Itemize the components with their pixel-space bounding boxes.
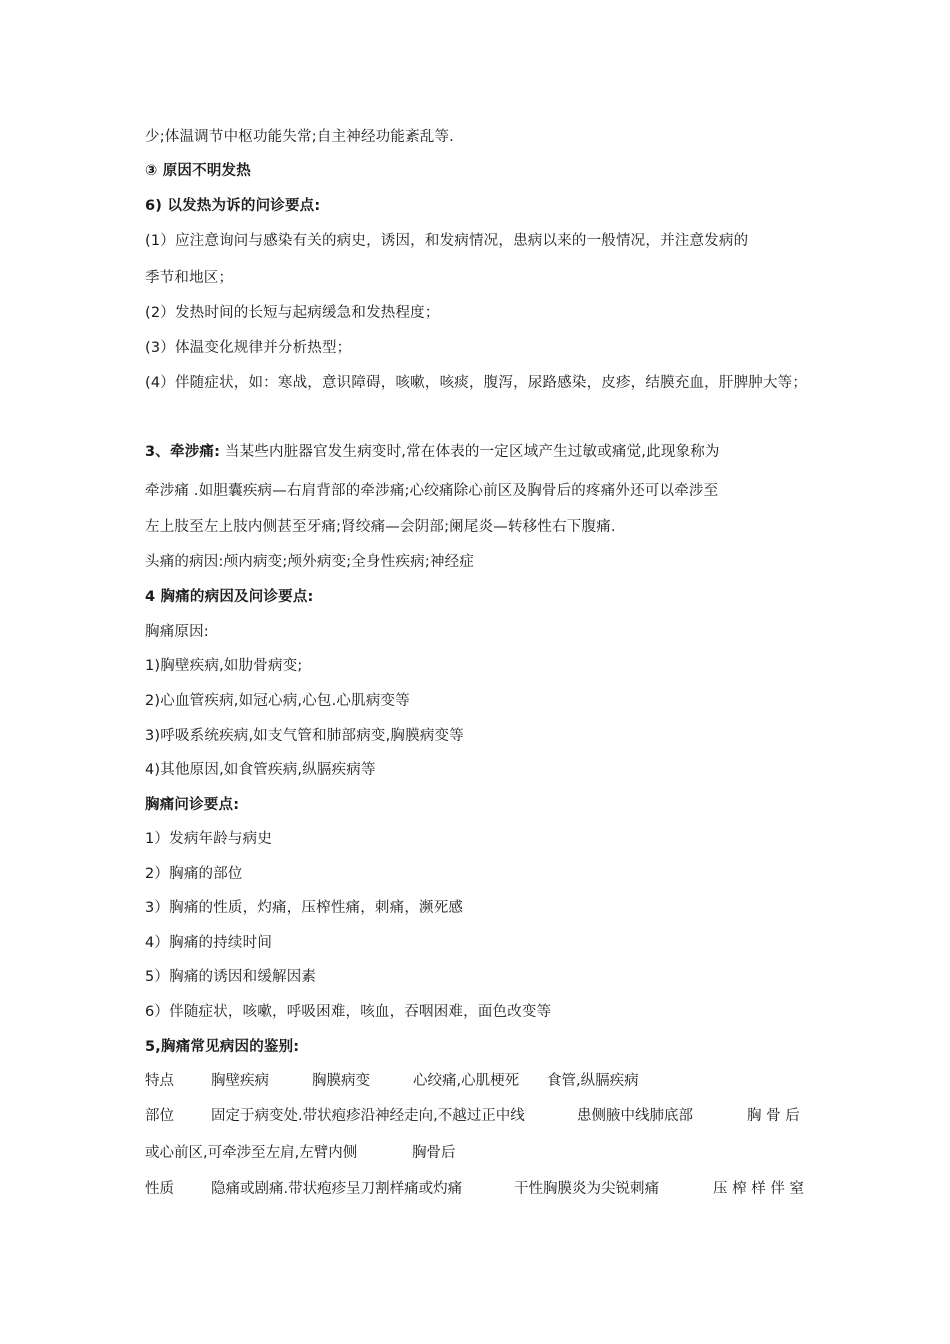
table-cell: 心绞痛,心肌梗死: [413, 1073, 520, 1089]
text-line: (4）伴随症状，如：寒战，意识障碍，咳嗽，咳痰，腹泻，尿路感染，皮疹，结膜充血，肝脾肿大等；: [145, 375, 808, 391]
text-line: (3）体温变化规律并分析热型；: [145, 340, 352, 356]
text-line: 季节和地区；: [145, 270, 234, 286]
table-cell: 压 榨 样 伴 窒: [713, 1181, 804, 1197]
list-item: 1）发病年龄与病史: [145, 831, 273, 847]
table-cell: 部位: [145, 1108, 174, 1124]
table-cell: 性质: [145, 1181, 174, 1197]
table-cell: 干性胸膜炎为尖锐刺痛: [514, 1181, 659, 1197]
table-cell: 胸膜病变: [312, 1073, 370, 1089]
text-line: 左上肢至左上肢内侧甚至牙痛;肾绞痛—会阴部;阑尾炎—转移性右下腹痛.: [145, 519, 616, 535]
section-heading: ③ 原因不明发热: [145, 163, 251, 179]
text-line: 胸痛原因:: [145, 624, 209, 640]
list-item: 4)其他原因,如食管疾病,纵膈疾病等: [145, 762, 376, 778]
list-item: 5）胸痛的诱因和缓解因素: [145, 969, 317, 985]
text-line: 牵涉痛 .如胆囊疾病—右肩背部的牵涉痛;心绞痛除心前区及胸骨后的疼痛外还可以牵涉至: [145, 483, 719, 499]
list-item: 3）胸痛的性质，灼痛，压榨性痛，刺痛，濒死感: [145, 900, 464, 916]
text-line: 少;体温调节中枢功能失常;自主神经功能紊乱等.: [145, 129, 454, 145]
section-heading: 3、牵涉痛:: [145, 444, 221, 460]
text-line: (1）应注意询问与感染有关的病史，诱因，和发病情况，患病以来的一般情况，并注意发病的: [145, 233, 749, 249]
list-item: 2)心血管疾病,如冠心病,心包.心肌病变等: [145, 693, 410, 709]
table-cell: 固定于病变处.带状疱疹沿神经走向,不越过正中线: [211, 1108, 525, 1124]
section-heading: 胸痛问诊要点:: [145, 797, 240, 813]
list-item: 2）胸痛的部位: [145, 866, 243, 882]
table-cell: 特点: [145, 1073, 174, 1089]
text-line: (2）发热时间的长短与起病缓急和发热程度；: [145, 305, 440, 321]
table-cell: 胸壁疾病: [211, 1073, 269, 1089]
list-item: 4）胸痛的持续时间: [145, 935, 273, 951]
table-cell: 胸骨后: [412, 1145, 456, 1161]
list-item: 1)胸壁疾病,如肋骨病变;: [145, 658, 303, 674]
table-cell: 患侧腋中线肺底部: [577, 1108, 693, 1124]
table-cell: 或心前区,可牵涉至左肩,左臂内侧: [145, 1145, 358, 1161]
section-heading: 4 胸痛的病因及问诊要点:: [145, 589, 314, 605]
section-heading: 6) 以发热为诉的问诊要点:: [145, 198, 321, 214]
list-item: 3)呼吸系统疾病,如支气管和肺部病变,胸膜病变等: [145, 728, 464, 744]
text-span: 当某些内脏器官发生病变时,常在体表的一定区域产生过敏或痛觉,此现象称为: [220, 444, 720, 460]
text-line: 头痛的病因:颅内病变;颅外病变;全身性疾病;神经症: [145, 554, 475, 570]
table-cell: 隐痛或剧痛.带状疱疹呈刀割样痛或灼痛: [211, 1181, 463, 1197]
referred-pain-line: [145, 442, 720, 462]
list-item: 6）伴随症状，咳嗽，呼吸困难，咳血，吞咽困难，面色改变等: [145, 1004, 552, 1020]
table-cell: 食管,纵膈疾病: [547, 1073, 639, 1089]
table-cell: 胸 骨 后: [747, 1108, 800, 1124]
section-heading: 5,胸痛常见病因的鉴别:: [145, 1039, 300, 1055]
